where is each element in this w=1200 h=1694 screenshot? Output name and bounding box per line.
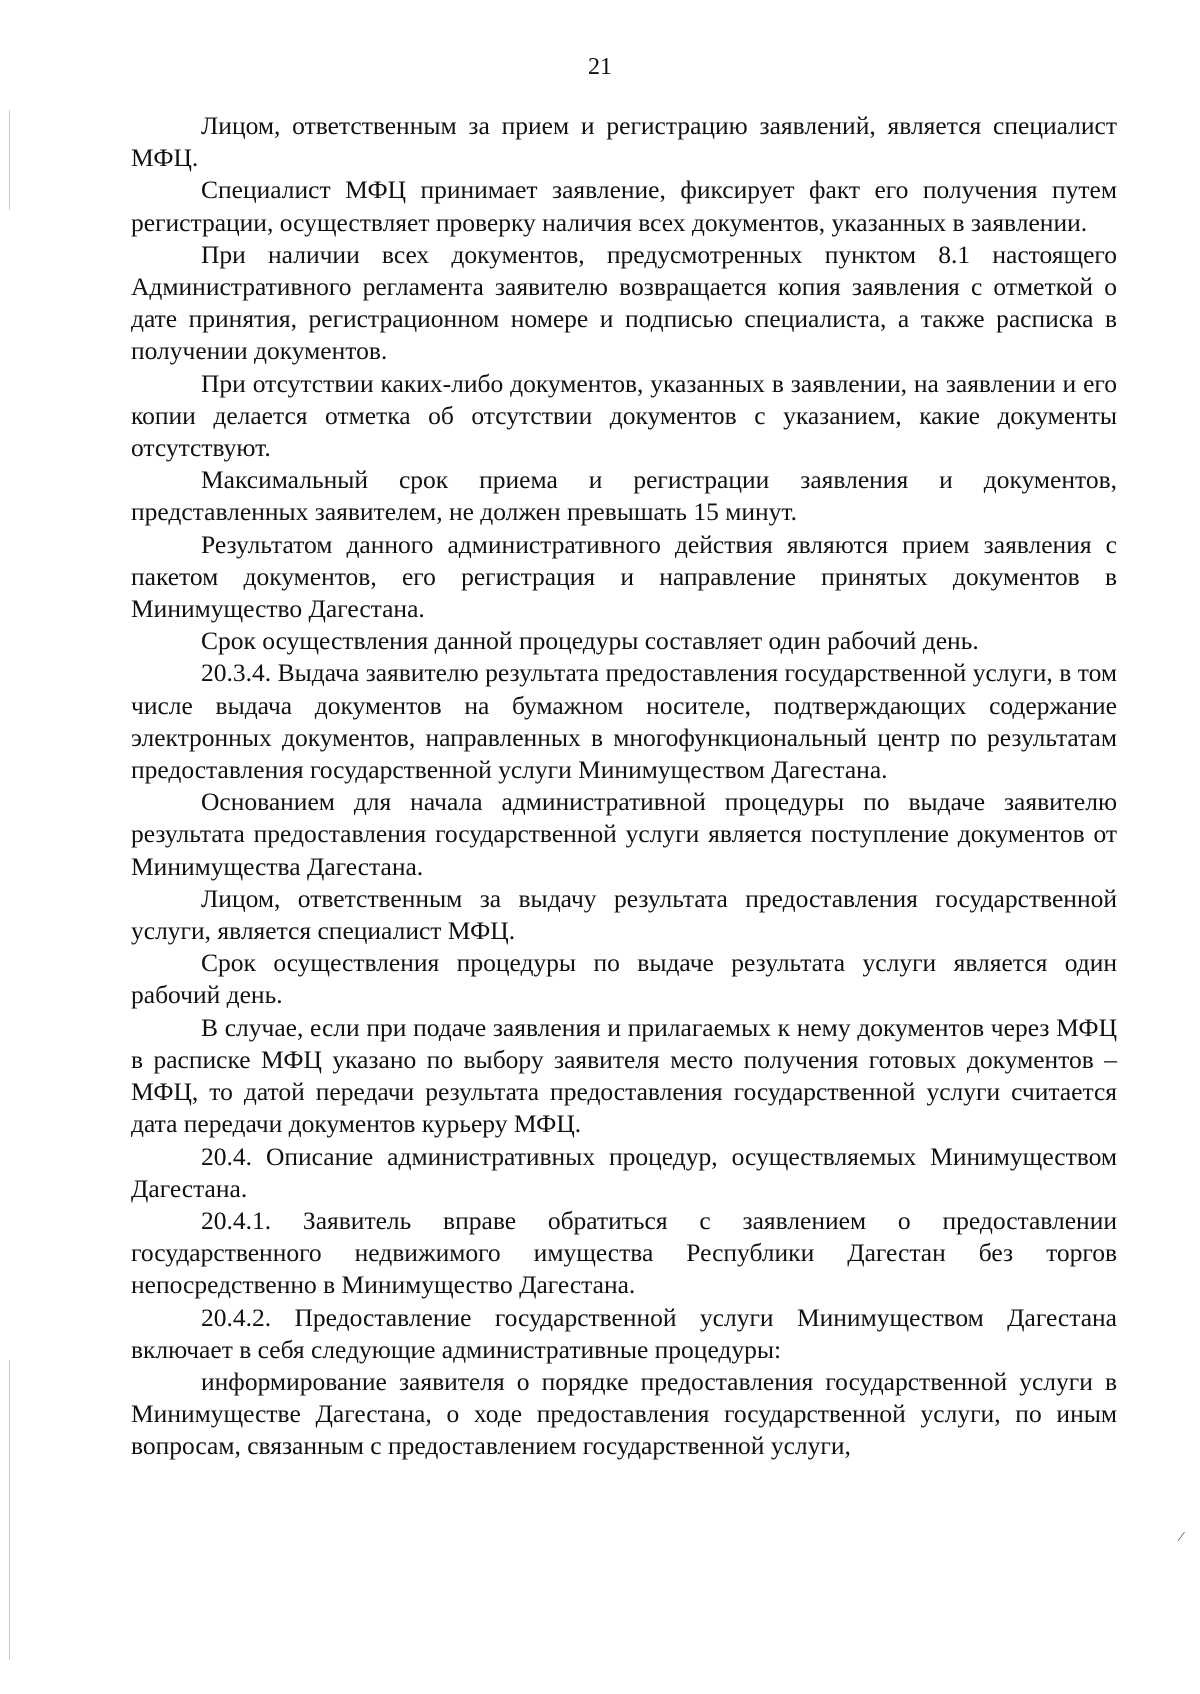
paragraph: В случае, если при подаче заявления и прилагаемых к нему документов через МФЦ в расписке МФЦ указано по выбору заявителя место получения готовых документов – МФЦ, то датой передачи результата предоставления государственной услуги считается дата передачи документов курьеру МФЦ.	[131, 1012, 1117, 1139]
paragraph: Максимальный срок приема и регистрации заявления и документов, представленных заявителем, не должен превышать 15 минут.	[131, 465, 1117, 527]
paragraph: 20.4.2. Предоставление государственной услуги Минимуществом Дагестана включает в себя следующие административные процедуры:	[131, 1302, 1117, 1364]
paragraph: Основанием для начала административной процедуры по выдаче заявителю результата предоставления государственной услуги является поступление документов от Минимущества Дагестана.	[131, 787, 1117, 881]
scan-edge-line	[9, 110, 10, 210]
paragraph: Лицом, ответственным за прием и регистрацию заявлений, является специалист МФЦ.	[131, 111, 1117, 173]
paragraph: Срок осуществления данной процедуры составляет один рабочий день.	[201, 626, 979, 656]
scan-speck-icon: ⁄	[1180, 1530, 1183, 1545]
paragraph: Специалист МФЦ принимает заявление, фиксирует факт его получения путем регистрации, осуществляет проверку наличия всех документов, указанных в заявлении.	[131, 175, 1117, 237]
paragraph: Лицом, ответственным за выдачу результата предоставления государственной услуги, является специалист МФЦ.	[131, 883, 1117, 946]
scan-edge-line	[9, 1360, 10, 1660]
paragraph: Срок осуществления процедуры по выдаче результата услуги является один рабочий день.	[131, 948, 1117, 1010]
paragraph: Результатом данного административного действия являются прием заявления с пакетом документов, его регистрация и направление принятых документов в Минимущество Дагестана.	[131, 529, 1117, 624]
paragraph: информирование заявителя о порядке предоставления государственной услуги в Минимуществе Дагестана, о ходе предоставления государственной услуги, по иным вопросам, связанным с предоставлением государственной услуги,	[131, 1366, 1117, 1461]
page-number: 21	[588, 54, 612, 80]
paragraph: При наличии всех документов, предусмотренных пунктом 8.1 настоящего Административного регламента заявителю возвращается копия заявления с отметкой о дате принятия, регистрационном номере и подписью специалиста, а также расписка в получении документов.	[131, 239, 1117, 366]
paragraph: 20.4. Описание административных процедур, осуществляемых Минимуществом Дагестана.	[131, 1141, 1117, 1203]
paragraph: При отсутствии каких-либо документов, указанных в заявлении, на заявлении и его копии делается отметка об отсутствии документов с указанием, какие документы отсутствуют.	[131, 368, 1117, 463]
paragraph: 20.4.1. Заявитель вправе обратиться с заявлением о предоставлении государственного недвижимого имущества Республики Дагестан без торгов непосредственно в Минимущество Дагестана.	[131, 1205, 1117, 1300]
document-body	[131, 110, 1117, 1463]
paragraph: 20.3.4. Выдача заявителю результата предоставления государственной услуги, в том числе выдача документов на бумажном носителе, подтверждающих содержание электронных документов, направленных в многофункциональный центр по результатам предоставления государственной услуги Минимуществом Дагестана.	[131, 658, 1117, 785]
